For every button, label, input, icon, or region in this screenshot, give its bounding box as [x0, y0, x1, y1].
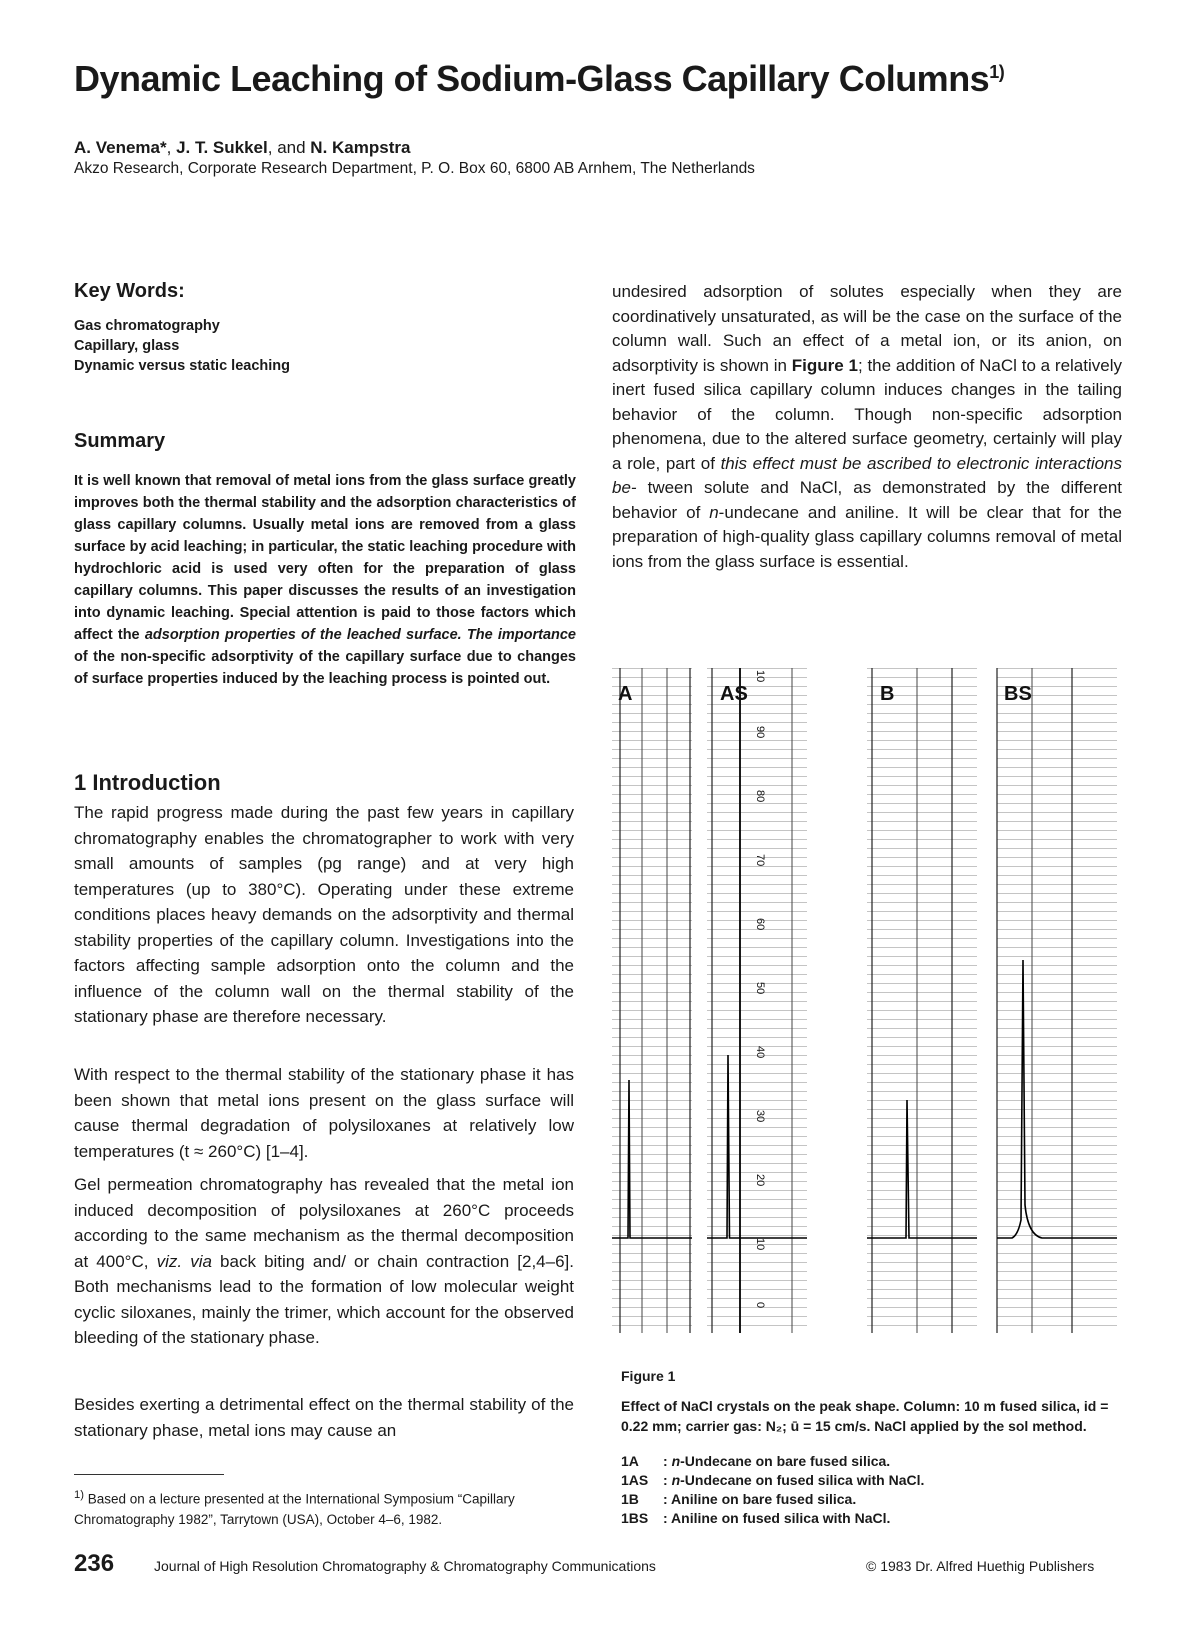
chromatogram-panel-b	[867, 668, 977, 1333]
legend-item: 1BS : Aniline on fused silica with NaCl.	[621, 1510, 891, 1526]
scale-tick: 20	[754, 1174, 766, 1187]
author-1: A. Venema*	[74, 138, 167, 157]
keywords-heading: Key Words:	[74, 280, 185, 302]
footnote-rule	[74, 1474, 224, 1475]
page-number: 236	[74, 1550, 115, 1577]
author-3: N. Kampstra	[310, 138, 411, 157]
panel-label-a: A	[618, 683, 633, 705]
panel-label-as: AS	[720, 683, 748, 705]
keyword-item: Gas chromatography	[74, 318, 220, 334]
scale-tick: 30	[754, 1110, 766, 1123]
scale-tick: 60	[754, 918, 766, 931]
scale-tick: 0	[754, 1302, 766, 1309]
legend-item: 1B : Aniline on bare fused silica.	[621, 1491, 857, 1507]
intro-paragraph-3: Gel permeation chromatography has revealed that the metal ion induced decomposition of polysiloxanes at 260°C proceeds according to the same mechanism as the thermal decomposition at 400°C, viz. via back biting and/ or chain contraction [2,4–6]. Both mechanisms lead to the formation of low molecular weight cyclic siloxanes, mainly the trimer, which account for the observed bleeding of the stationary phase.	[74, 1175, 574, 1347]
keyword-item: Dynamic versus static leaching	[74, 358, 290, 374]
figure-legend	[621, 1452, 924, 1528]
author-2: J. T. Sukkel	[176, 138, 268, 157]
title-footnote-mark: 1)	[989, 62, 1005, 82]
figure-caption: Effect of NaCl crystals on the peak shape. Column: 10 m fused silica, id = 0.22 mm; carrier gas: N₂; ū = 15 cm/s. NaCl applied by the sol method.	[621, 1398, 1109, 1434]
scale-tick: 50	[754, 982, 766, 995]
scale-tick: 90	[754, 726, 766, 739]
scale-tick: 70	[754, 854, 766, 867]
summary-heading: Summary	[74, 430, 166, 452]
paper-title: Dynamic Leaching of Sodium-Glass Capillary Columns$^{1)}$	[74, 58, 1005, 99]
chromatogram-panel-a	[612, 668, 692, 1333]
intro-paragraph-2: With respect to the thermal stability of the stationary phase it has been shown that metal ions present on the glass surface will cause thermal degradation of polysiloxanes at relatively low temperatures (t ≈ 260°C) [1–4].	[74, 1065, 574, 1161]
legend-item: 1AS : n-Undecane on fused silica with NaCl.	[621, 1472, 925, 1488]
panel-label-b: B	[880, 683, 895, 705]
copyright: © 1983 Dr. Alfred Huethig Publishers	[866, 1558, 1095, 1574]
right-column-paragraph: undesired adsorption of solutes especially when they are coordinatively unsaturated, as will be the case on the surface of the column wall. Such an effect of a metal ion, or its anion, on adsorptivity is shown in Figure 1; the addition of NaCl to a relatively inert fused silica capillary column induces changes in the tailing behavior of the column. Though non-specific adsorption phenomena, due to the altered surface geometry, certainly will play a role, part of this effect must be ascribed to electronic interactions be- tween solute and NaCl, as demonstrated by the different behavior of n-undecane and aniline. It will be clear that for the preparation of high-quality glass capillary columns removal of metal ions from the glass surface is essential.	[612, 282, 1122, 571]
summary-text: It is well known that removal of metal ions from the glass surface greatly improves both the thermal stability and the adsorption characteristics of glass capillary columns. Usually metal ions are removed from a glass surface by acid leaching; in particular, the static leaching procedure with hydrochloric acid is used very often for the preparation of glass capillary columns. This paper discusses the results of an investigation into dynamic leaching. Special attention is paid to those factors which affect the adsorption properties of the leached surface. The importance of the non-specific adsorptivity of the capillary surface due to changes of surface properties induced by the leaching process is pointed out.	[74, 473, 576, 687]
intro-paragraph-1: The rapid progress made during the past few years in capillary chromatography enables the chromatographer to work with very small amounts of samples (pg range) and at very high temperatures (up to 380°C). Operating under these extreme conditions places heavy demands on the adsorptivity and thermal stability properties of the capillary column. Investigations into the factors affecting sample adsorption onto the column and the influence of the column wall on the thermal stability of the stationary phase are therefore necessary.	[74, 803, 574, 1026]
scale-tick: 40	[754, 1046, 766, 1059]
scale-tick: 10	[754, 1238, 766, 1251]
scale-tick: 80	[754, 790, 766, 803]
intro-paragraph-4: Besides exerting a detrimental effect on the thermal stability of the stationary phase, metal ions may cause an	[74, 1395, 574, 1440]
figure-1-chromatograms	[612, 660, 1132, 1350]
chromatogram-panel-as	[707, 668, 807, 1333]
keyword-item: Capillary, glass	[74, 338, 180, 354]
panel-label-bs: BS	[1004, 683, 1032, 705]
legend-item: 1A : n-Undecane on bare fused silica.	[621, 1453, 891, 1469]
footnote: $^{1)}$ Based on a lecture presented at the International Symposium “Capillary Chromatography 1982”, Tarrytown (USA), October 4–6, 1982.	[74, 1489, 515, 1527]
introduction-heading: 1 Introduction	[74, 770, 221, 795]
keywords-list	[74, 316, 290, 376]
authors: A. Venema*, J. T. Sukkel, and N. Kampstra	[74, 138, 411, 157]
journal-name: Journal of High Resolution Chromatography & Chromatography Communications	[154, 1558, 656, 1574]
scale-tick: 10	[754, 670, 766, 683]
affiliation: Akzo Research, Corporate Research Department, P. O. Box 60, 6800 AB Arnhem, The Netherlands	[74, 160, 755, 177]
figure-label: Figure 1	[621, 1368, 676, 1384]
chromatogram-panel-bs	[997, 668, 1117, 1333]
figure-reference: Figure 1	[791, 355, 858, 375]
